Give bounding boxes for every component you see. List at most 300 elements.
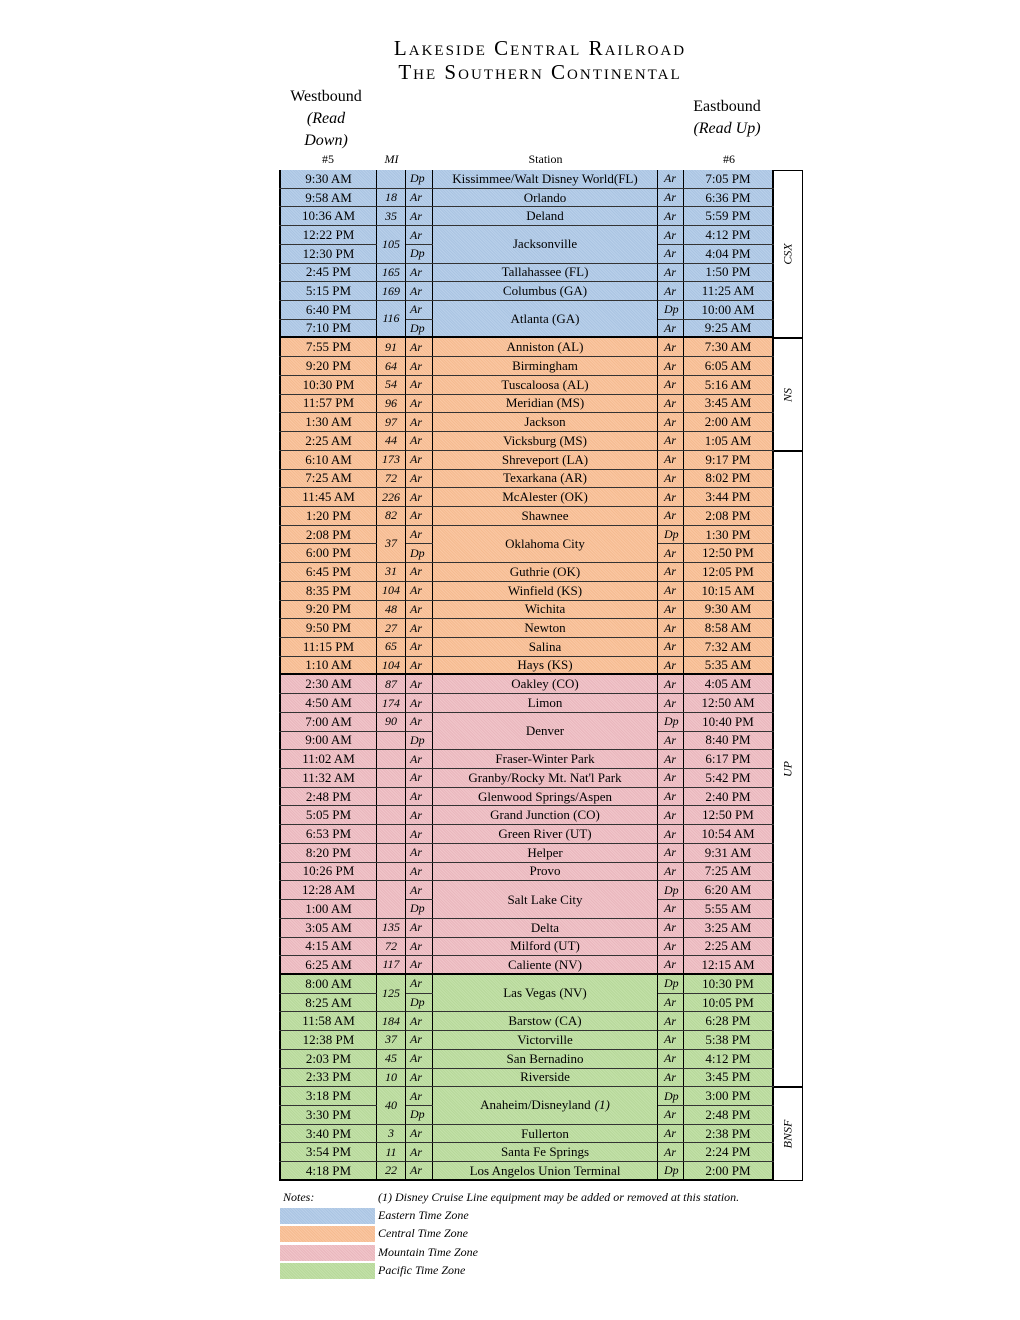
station-name — [433, 357, 658, 376]
miles-cell — [377, 881, 406, 918]
westbound-arr-dep: Ar — [406, 1125, 433, 1143]
westbound-time: 8:25 AM — [279, 994, 377, 1012]
eastbound-arr-dep: Ar — [658, 675, 684, 693]
westbound-time: 11:57 PM — [279, 395, 377, 413]
westbound-arr-dep: Ar — [406, 619, 433, 637]
miles-cell — [377, 825, 406, 844]
westbound-time: 11:45 AM — [279, 488, 377, 506]
eastbound-time: 2:40 PM — [684, 788, 774, 806]
railroad-title: Lakeside Central Railroad — [393, 36, 687, 60]
westbound-time: 1:30 AM — [279, 413, 377, 431]
miles-cell: 31 — [377, 563, 406, 582]
railroad-segment — [774, 338, 803, 450]
station-name-text: Provo — [529, 863, 561, 879]
station-name-text: Santa Fe Springs — [500, 1144, 590, 1160]
station-name-text: Anaheim/Disneyland — [480, 1097, 591, 1113]
eastbound-arr-dep: Ar — [658, 376, 684, 394]
westbound-time: 2:25 AM — [279, 432, 377, 450]
eastbound-arr-dep: Ar — [658, 1125, 684, 1143]
notes-label: Notes: — [283, 1190, 315, 1204]
eastbound-arr-dep: Ar — [658, 470, 684, 488]
westbound-time: 6:25 AM — [279, 956, 377, 973]
station-name — [433, 282, 658, 301]
station-name — [433, 881, 658, 918]
westbound-time: 8:35 PM — [279, 582, 377, 600]
eastbound-arr-dep: Ar — [658, 189, 684, 207]
miles-cell: 45 — [377, 1050, 406, 1069]
westbound-arr-dep: Ar — [406, 844, 433, 862]
westbound-time: 2:03 PM — [279, 1050, 377, 1068]
westbound-arr-dep: Ar — [406, 806, 433, 824]
westbound-time: 12:38 PM — [279, 1031, 377, 1049]
eastbound-time: 12:05 PM — [684, 563, 774, 581]
station-name — [433, 601, 658, 620]
station-name — [433, 301, 658, 338]
eastbound-time: 6:17 PM — [684, 750, 774, 768]
miles-cell: 174 — [377, 694, 406, 713]
eastbound-arr-dep: Ar — [658, 956, 684, 973]
westbound-arr-dep: Ar — [406, 1012, 433, 1030]
miles-cell: 125 — [377, 975, 406, 1012]
station-name-text: Glenwood Springs/Aspen — [478, 788, 612, 804]
westbound-time: 6:53 PM — [279, 825, 377, 843]
station-name — [433, 189, 658, 208]
eastbound-time: 5:42 PM — [684, 769, 774, 787]
miles-cell: 173 — [377, 451, 406, 470]
station-name-text: Tallahassee (FL) — [501, 264, 589, 280]
westbound-time: 1:10 AM — [279, 657, 377, 674]
westbound-arr-dep: Ar — [406, 301, 433, 319]
westbound-arr-dep: Dp — [406, 900, 433, 918]
eastbound-time: 4:12 PM — [684, 1050, 774, 1068]
eastbound-arr-dep: Ar — [658, 432, 684, 450]
miles-cell: 11 — [377, 1143, 406, 1162]
westbound-arr-dep: Ar — [406, 451, 433, 469]
westbound-arr-dep: Ar — [406, 1087, 433, 1105]
eastbound-time: 10:40 PM — [684, 713, 774, 731]
eastbound-time: 1:05 AM — [684, 432, 774, 450]
westbound-time: 11:02 AM — [279, 750, 377, 768]
westbound-time: 10:30 PM — [279, 376, 377, 394]
westbound-arr-dep: Ar — [406, 357, 433, 375]
westbound-time: 3:18 PM — [279, 1087, 377, 1105]
westbound-arr-dep: Dp — [406, 245, 433, 263]
westbound-time: 8:00 AM — [279, 975, 377, 993]
westbound-arr-dep: Ar — [406, 264, 433, 282]
eastbound-arr-dep: Ar — [658, 544, 684, 562]
westbound-time: 9:50 PM — [279, 619, 377, 637]
miles-cell: 104 — [377, 582, 406, 601]
station-name — [433, 526, 658, 563]
eastbound-time: 5:35 AM — [684, 657, 774, 674]
eastbound-time: 2:24 PM — [684, 1143, 774, 1161]
station-name-text: San Bernadino — [506, 1050, 584, 1066]
station-name — [433, 376, 658, 395]
eastbound-time: 4:04 PM — [684, 245, 774, 263]
station-name-text: Oakley (CO) — [511, 676, 579, 692]
eastbound-time: 2:08 PM — [684, 507, 774, 525]
eastbound-time: 6:36 PM — [684, 189, 774, 207]
eastbound-arr-dep: Dp — [658, 1162, 684, 1179]
station-name-text: Hays (KS) — [517, 657, 573, 673]
miles-header: MI — [384, 152, 399, 166]
timetable-grid — [279, 170, 803, 1188]
westbound-arr-dep: Ar — [406, 1031, 433, 1049]
eastbound-time: 8:40 PM — [684, 732, 774, 750]
westbound-time: 2:08 PM — [279, 526, 377, 544]
eastbound-time: 12:15 AM — [684, 956, 774, 973]
westbound-arr-dep: Ar — [406, 694, 433, 712]
westbound-time: 2:30 AM — [279, 675, 377, 693]
miles-cell — [377, 863, 406, 882]
station-name-text: Milford (UT) — [510, 938, 580, 954]
westbound-time: 5:05 PM — [279, 806, 377, 824]
miles-cell: 3 — [377, 1125, 406, 1144]
station-name-text: Meridian (MS) — [505, 395, 585, 411]
station-name — [433, 470, 658, 489]
eastbound-arr-dep: Ar — [658, 338, 684, 356]
miles-cell: 35 — [377, 207, 406, 226]
station-name-text: Guthrie (OK) — [509, 563, 581, 579]
westbound-time: 9:00 AM — [279, 732, 377, 750]
westbound-arr-dep: Ar — [406, 526, 433, 544]
eastbound-arr-dep: Ar — [658, 825, 684, 843]
eastbound-arr-dep: Ar — [658, 844, 684, 862]
station-name-text: Salt Lake City — [507, 891, 583, 907]
westbound-arr-dep: Ar — [406, 675, 433, 693]
eastbound-arr-dep: Ar — [658, 170, 684, 188]
westbound-arr-dep: Dp — [406, 994, 433, 1012]
station-name — [433, 488, 658, 507]
westbound-arr-dep: Ar — [406, 788, 433, 806]
miles-cell: 65 — [377, 638, 406, 657]
miles-cell: 72 — [377, 470, 406, 489]
miles-cell — [377, 732, 406, 751]
station-name-text: Shreveport (LA) — [501, 451, 589, 467]
eastbound-arr-dep: Dp — [658, 975, 684, 993]
station-name-text: Helper — [527, 844, 563, 860]
westbound-arr-dep: Dp — [406, 320, 433, 337]
station-name — [433, 638, 658, 657]
station-name-text: Riverside — [520, 1069, 570, 1085]
eastbound-time: 9:17 PM — [684, 451, 774, 469]
westbound-time: 12:28 AM — [279, 881, 377, 899]
westbound-arr-dep: Ar — [406, 226, 433, 244]
westbound-arr-dep: Ar — [406, 881, 433, 899]
westbound-arr-dep: Ar — [406, 657, 433, 674]
westbound-arr-dep: Ar — [406, 825, 433, 843]
station-name-text: Oklahoma City — [505, 535, 585, 551]
miles-cell: 97 — [377, 413, 406, 432]
miles-cell: 165 — [377, 264, 406, 283]
westbound-time: 9:20 PM — [279, 357, 377, 375]
westbound-arr-dep: Ar — [406, 938, 433, 956]
miles-cell: 87 — [377, 675, 406, 694]
westbound-arr-dep: Ar — [406, 638, 433, 656]
eastbound-time: 1:30 PM — [684, 526, 774, 544]
station-name-text: Jacksonville — [512, 236, 578, 252]
station-name — [433, 1162, 658, 1181]
westbound-time: 5:15 PM — [279, 282, 377, 300]
westbound-time: 6:10 AM — [279, 451, 377, 469]
miles-cell: 105 — [377, 226, 406, 263]
eastbound-time: 6:28 PM — [684, 1012, 774, 1030]
eastbound-arr-dep: Ar — [658, 226, 684, 244]
westbound-time: 7:00 AM — [279, 713, 377, 731]
westbound-arr-dep: Ar — [406, 601, 433, 619]
westbound-time: 4:15 AM — [279, 938, 377, 956]
station-name-text: Columbus (GA) — [502, 283, 588, 299]
miles-cell: 82 — [377, 507, 406, 526]
station-name-text: Victorville — [517, 1031, 573, 1047]
station-note-ref: (1) — [594, 1097, 610, 1113]
miles-cell: 18 — [377, 189, 406, 208]
eastbound-time: 2:00 AM — [684, 413, 774, 431]
eastbound-arr-dep: Ar — [658, 582, 684, 600]
eastbound-time: 9:30 AM — [684, 601, 774, 619]
westbound-time: 3:05 AM — [279, 919, 377, 937]
westbound-arr-dep: Ar — [406, 1162, 433, 1179]
eastbound-arr-dep: Ar — [658, 1069, 684, 1087]
miles-cell: 135 — [377, 919, 406, 938]
eastbound-arr-dep: Ar — [658, 563, 684, 581]
station-name — [433, 413, 658, 432]
railroad-name: UP — [780, 761, 795, 778]
station-name-text: Denver — [525, 723, 565, 739]
eastbound-arr-dep: Dp — [658, 301, 684, 319]
westbound-arr-dep: Dp — [406, 1106, 433, 1124]
eastbound-time: 10:54 AM — [684, 825, 774, 843]
miles-cell — [377, 788, 406, 807]
station-name-text: Fraser-Winter Park — [495, 751, 595, 767]
station-name-text: Salina — [528, 638, 562, 654]
westbound-read-direction-2: Down) — [304, 132, 348, 149]
station-name-text: Birmingham — [512, 358, 578, 374]
station-name — [433, 207, 658, 226]
eastbound-arr-dep: Ar — [658, 806, 684, 824]
eastbound-time: 7:30 AM — [684, 338, 774, 356]
westbound-time: 11:58 AM — [279, 1012, 377, 1030]
eastbound-time: 2:48 PM — [684, 1106, 774, 1124]
station-name-text: Caliente (NV) — [507, 956, 582, 972]
westbound-arr-dep: Dp — [406, 170, 433, 188]
westbound-arr-dep: Ar — [406, 413, 433, 431]
westbound-arr-dep: Ar — [406, 713, 433, 731]
eastbound-arr-dep: Ar — [658, 395, 684, 413]
westbound-arr-dep: Ar — [406, 769, 433, 787]
eastbound-time: 5:55 AM — [684, 900, 774, 918]
westbound-arr-dep: Ar — [406, 488, 433, 506]
eastbound-arr-dep: Ar — [658, 938, 684, 956]
eastbound-time: 12:50 PM — [684, 806, 774, 824]
miles-cell: 117 — [377, 956, 406, 975]
westbound-label: Westbound — [290, 88, 362, 105]
station-name — [433, 1069, 658, 1088]
westbound-arr-dep: Ar — [406, 470, 433, 488]
eastbound-arr-dep: Ar — [658, 638, 684, 656]
westbound-time: 2:48 PM — [279, 788, 377, 806]
eastbound-header — [677, 96, 777, 140]
eastbound-time: 3:45 PM — [684, 1069, 774, 1087]
station-name — [433, 1031, 658, 1050]
railroad-segment — [774, 451, 803, 1087]
eastbound-arr-dep: Ar — [658, 619, 684, 637]
miles-cell: 37 — [377, 1031, 406, 1050]
eastbound-time: 6:05 AM — [684, 357, 774, 375]
westbound-arr-dep: Ar — [406, 507, 433, 525]
legend-label: Central Time Zone — [378, 1226, 469, 1241]
westbound-arr-dep: Ar — [406, 376, 433, 394]
miles-cell: 22 — [377, 1162, 406, 1181]
westbound-time: 3:30 PM — [279, 1106, 377, 1124]
station-name — [433, 675, 658, 694]
miles-cell: 96 — [377, 395, 406, 414]
eastbound-arr-dep: Ar — [658, 1143, 684, 1161]
westbound-arr-dep: Ar — [406, 750, 433, 768]
station-name-text: Kissimmee/Walt Disney World(FL) — [452, 170, 638, 186]
station-name — [433, 825, 658, 844]
eastbound-arr-dep: Ar — [658, 769, 684, 787]
miles-cell: 27 — [377, 619, 406, 638]
eastbound-arr-dep: Ar — [658, 357, 684, 375]
miles-cell: 44 — [377, 432, 406, 451]
westbound-read-direction-1: (Read — [306, 110, 346, 127]
miles-cell: 104 — [377, 657, 406, 676]
miles-cell: 90 — [377, 713, 406, 732]
station-name-text: Fullerton — [521, 1125, 569, 1141]
eastbound-arr-dep: Ar — [658, 207, 684, 225]
eastbound-time: 5:59 PM — [684, 207, 774, 225]
station-name — [433, 619, 658, 638]
station-name-text: Newton — [524, 620, 566, 636]
westbound-time: 9:58 AM — [279, 189, 377, 207]
eastbound-arr-dep: Ar — [658, 863, 684, 881]
westbound-time: 9:20 PM — [279, 601, 377, 619]
station-name — [433, 451, 658, 470]
station-name-text: Barstow (CA) — [508, 1013, 582, 1029]
west-train-number-header: #5 — [322, 152, 334, 166]
westbound-arr-dep: Ar — [406, 919, 433, 937]
station-name — [433, 975, 658, 1012]
westbound-time: 11:15 PM — [279, 638, 377, 656]
eastbound-time: 10:05 PM — [684, 994, 774, 1012]
station-name — [433, 750, 658, 769]
station-name-text: Texarkana (AR) — [503, 470, 587, 486]
westbound-arr-dep: Ar — [406, 395, 433, 413]
station-name-text: Atlanta (GA) — [510, 310, 580, 326]
westbound-arr-dep: Dp — [406, 732, 433, 750]
station-header: Station — [528, 152, 563, 166]
eastbound-arr-dep: Ar — [658, 413, 684, 431]
station-name — [433, 844, 658, 863]
eastbound-time: 2:38 PM — [684, 1125, 774, 1143]
westbound-time: 7:25 AM — [279, 470, 377, 488]
westbound-arr-dep: Ar — [406, 189, 433, 207]
station-name — [433, 938, 658, 957]
westbound-time: 2:45 PM — [279, 264, 377, 282]
station-name-text: Orlando — [523, 189, 567, 205]
station-name — [433, 563, 658, 582]
eastbound-arr-dep: Dp — [658, 526, 684, 544]
miles-cell: 40 — [377, 1087, 406, 1124]
westbound-arr-dep: Ar — [406, 863, 433, 881]
eastbound-arr-dep: Ar — [658, 919, 684, 937]
station-name-text: Deland — [526, 208, 564, 224]
westbound-header — [276, 86, 376, 152]
eastbound-time: 10:00 AM — [684, 301, 774, 319]
eastbound-arr-dep: Ar — [658, 732, 684, 750]
station-name — [433, 170, 658, 189]
westbound-time: 4:18 PM — [279, 1162, 377, 1179]
westbound-time: 6:40 PM — [279, 301, 377, 319]
westbound-time: 7:55 PM — [279, 338, 377, 356]
railroad-name: BNSF — [780, 1119, 795, 1149]
eastbound-arr-dep: Dp — [658, 881, 684, 899]
westbound-arr-dep: Ar — [406, 432, 433, 450]
westbound-time: 3:40 PM — [279, 1125, 377, 1143]
westbound-arr-dep: Ar — [406, 956, 433, 973]
eastbound-time: 9:31 AM — [684, 844, 774, 862]
legend-label: Eastern Time Zone — [378, 1208, 469, 1222]
station-name — [433, 432, 658, 451]
eastbound-arr-dep: Ar — [658, 994, 684, 1012]
station-name — [433, 1087, 658, 1124]
station-name — [433, 507, 658, 526]
eastbound-time: 5:16 AM — [684, 376, 774, 394]
legend-swatch — [280, 1263, 375, 1279]
eastbound-time: 10:15 AM — [684, 582, 774, 600]
eastbound-arr-dep: Ar — [658, 264, 684, 282]
station-name-text: Limon — [527, 695, 563, 711]
station-name — [433, 264, 658, 283]
station-name-text: Green River (UT) — [498, 826, 592, 842]
east-train-number-header: #6 — [723, 152, 735, 166]
westbound-time: 8:20 PM — [279, 844, 377, 862]
westbound-time: 4:50 AM — [279, 694, 377, 712]
station-name-text: Winfield (KS) — [507, 582, 583, 598]
railroad-name: NS — [780, 387, 795, 402]
station-name — [433, 806, 658, 825]
westbound-time: 12:22 PM — [279, 226, 377, 244]
legend-label: Mountain Time Zone — [378, 1244, 479, 1259]
westbound-arr-dep: Ar — [406, 282, 433, 300]
westbound-time: 9:30 AM — [279, 170, 377, 188]
station-name-text: Jackson — [524, 414, 566, 430]
eastbound-time: 7:32 AM — [684, 638, 774, 656]
eastbound-time: 4:12 PM — [684, 226, 774, 244]
miles-cell: 226 — [377, 488, 406, 507]
miles-cell: 116 — [377, 301, 406, 338]
station-name-text: Shawnee — [521, 507, 569, 523]
eastbound-read-direction: (Read Up) — [693, 120, 761, 137]
station-name — [433, 582, 658, 601]
station-name-text: Las Vegas (NV) — [503, 985, 587, 1001]
westbound-arr-dep: Ar — [406, 1143, 433, 1161]
eastbound-arr-dep: Ar — [658, 601, 684, 619]
westbound-time: 2:33 PM — [279, 1069, 377, 1087]
eastbound-arr-dep: Ar — [658, 282, 684, 300]
westbound-arr-dep: Ar — [406, 563, 433, 581]
miles-cell: 64 — [377, 357, 406, 376]
station-name — [433, 694, 658, 713]
station-name — [433, 1143, 658, 1162]
eastbound-time: 3:00 PM — [684, 1087, 774, 1105]
legend-swatch — [280, 1208, 375, 1224]
station-name-text: Wichita — [524, 601, 566, 617]
westbound-time: 7:10 PM — [279, 320, 377, 337]
station-name — [433, 788, 658, 807]
miles-cell — [377, 750, 406, 769]
